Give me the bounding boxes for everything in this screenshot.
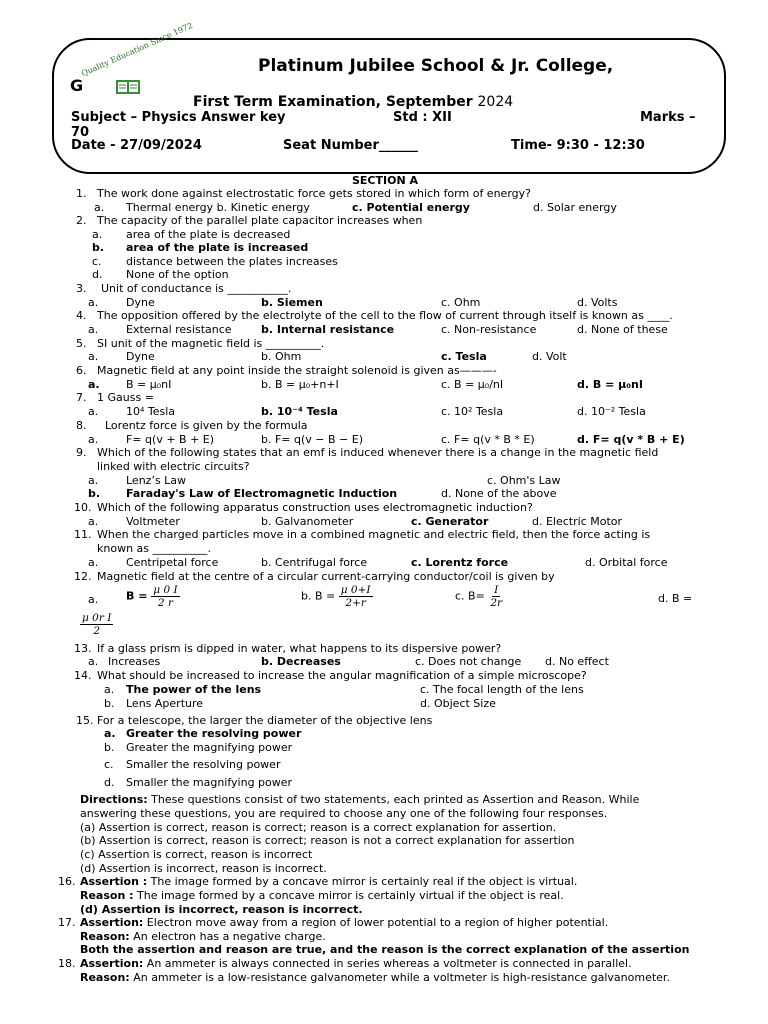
formula-fraction [488,584,504,609]
q-number: 15. [76,714,94,727]
seat-number: Seat Number______ [283,138,418,153]
assertion-line [80,875,577,888]
reason-line [80,889,564,902]
option-a-answer: The power of the lens [126,683,262,696]
option-label: c. [104,758,114,771]
option-c: distance between the plates increases [126,255,338,268]
q-number: 13. [74,642,92,655]
option-b: b. B = μ₀+n+I [261,378,339,391]
q-number: 14. [74,669,92,682]
option-label: a. [88,323,99,336]
q-number: 8. [76,419,87,432]
q-number: 2. [76,214,87,227]
response-a: (a) Assertion is correct, reason is correct; reason is a correct explanation for assertion. [80,821,557,834]
option-a: Dyne [126,296,155,309]
assertion-label: Assertion: [80,957,144,970]
numerator: μ 0+I [340,584,371,596]
option-d: d. None of these [577,323,668,336]
option-prefix: b. B = [301,589,336,603]
reason-label: Reason: [80,971,130,984]
q-number: 3. [76,282,87,295]
option-a-answer: Greater the resolving power [126,727,302,740]
option-d: d. No effect [545,655,609,668]
option-prefix: B = [126,589,148,603]
option-a: F= q(v + B + E) [126,433,215,446]
assertion-line [80,916,608,929]
option-d: d. Electric Motor [532,515,623,528]
option-d: Smaller the magnifying power [126,776,293,789]
option-prefix: c. B= [455,589,485,603]
q-text-cont: linked with electric circuits? [97,460,250,473]
option-label: a. [104,683,115,696]
q-number: 6. [76,364,87,377]
option-a-answer [126,584,180,609]
answer-line: (d) Assertion is incorrect, reason is incorrect. [80,903,363,916]
option-c: c. 10² Tesla [441,405,504,418]
option-c: c. F= q(v * B * E) [441,433,535,446]
option-a: 10⁴ Tesla [126,405,176,418]
option-label: b. [92,241,105,254]
q-text: Which of the following apparatus construction uses electromagnetic induction? [97,501,533,514]
option-label: a. [104,727,116,740]
option-label: a. [94,201,105,214]
assertion-text: An ammeter is always connected in series whereas a voltmeter is connected in parallel. [143,957,632,970]
option-c [455,584,504,609]
numerator: I [494,584,499,596]
reason-text: The image formed by a concave mirror is certainly virtual if the object is real. [133,889,564,902]
denominator: 2+r [345,597,366,609]
option-label: c. [92,255,102,268]
q-number: 11. [74,528,92,541]
q-text: Which of the following states that an emf is induced whenever there is a change in the magnetic field [97,446,659,459]
numerator: μ 0 I [153,584,178,596]
response-c: (c) Assertion is correct, reason is incorrect [80,848,313,861]
option-c: c. B = μ₀/nI [441,378,504,391]
option-c: c. Does not change [415,655,522,668]
option-b: Greater the magnifying power [126,741,293,754]
denominator: 2 [93,625,101,637]
q-number: 5. [76,337,87,350]
option-b-answer: b. Decreases [261,655,341,668]
option-b-answer: b. Internal resistance [261,323,395,336]
option-c: c. Ohm's Law [487,474,561,487]
exam-year: 2024 [477,94,514,110]
option-b-answer: area of the plate is increased [126,241,309,254]
q-number: 1. [76,187,87,200]
q-text: The work done against electrostatic force gets stored in which form of energy? [97,187,531,200]
option-label: a. [88,515,99,528]
option-b: b. Centrifugal force [261,556,368,569]
option-label: b. [104,741,115,754]
logo-letter: G [70,76,84,95]
option-d: d. Orbital force [585,556,668,569]
option-b: b. F= q(v − B − E) [261,433,364,446]
option-c-answer: c. Lorentz force [411,556,509,569]
option-b-answer: b. 10⁻⁴ Tesla [261,405,338,418]
option-c: c. The focal length of the lens [420,683,584,696]
option-b [301,584,373,609]
q-text: The capacity of the parallel plate capacitor increases when [97,214,423,227]
reason-line [80,930,326,943]
directions-label: Directions: [80,793,148,806]
q-text: What should be increased to increase the angular magnification of a simple microscope? [97,669,587,682]
option-a: area of the plate is decreased [126,228,291,241]
marks-label: Marks – [640,110,696,125]
q-number: 16. [58,875,76,888]
time-label: Time- 9:30 - 12:30 [511,138,645,153]
reason-line [80,971,670,984]
q-text: The opposition offered by the electrolyte of the cell to the flow of current through itself is known as ____. [97,309,673,322]
q-number: 9. [76,446,87,459]
answer-line: Both the assertion and reason are true, and the reason is the correct explanation of the assertion [80,943,690,956]
q-number: 10. [74,501,92,514]
option-label: d. [92,268,103,281]
q-number: 12. [74,570,92,583]
q-text: For a telescope, the larger the diameter of the objective lens [97,714,433,727]
directions-text: These questions consist of two statements, each printed as Assertion and Reason. While [147,793,640,806]
option-b-answer: b. Siemen [261,296,323,309]
marks-value: 70 [71,125,90,140]
q-text: 1 Gauss = [97,391,154,404]
assertion-label: Assertion : [80,875,148,888]
option-b: b. Galvanometer [261,515,354,528]
option-c: c. Non-resistance [441,323,537,336]
option-label: a. [92,228,103,241]
q-number: 18. [58,957,76,970]
option-label: a. [88,556,99,569]
q-text: SI unit of the magnetic field is __________. [97,337,325,350]
option-ab: Thermal energy b. Kinetic energy [126,201,310,214]
formula-fraction [151,584,179,609]
reason-label: Reason : [80,889,134,902]
option-label: a. [88,350,99,363]
option-d [80,612,113,637]
response-b: (b) Assertion is correct, reason is correct; reason is not a correct explanation for assertion [80,834,575,847]
option-c: c. Ohm [441,296,481,309]
q-text: Unit of conductance is ___________. [101,282,292,295]
option-c-answer: c. Tesla [441,350,487,363]
school-name: Platinum Jubilee School & Jr. College, [258,56,614,76]
std-label: Std : XII [393,110,452,125]
option-d: d. Object Size [420,697,496,710]
option-label: a. [88,655,99,668]
option-a: B = μ₀nI [126,378,172,391]
formula-fraction [339,584,373,609]
option-c: Smaller the resolving power [126,758,281,771]
option-label: b. [104,697,115,710]
q-text-cont: known as __________. [97,542,212,555]
date-label: Date - 27/09/2024 [71,138,202,153]
option-label: a. [88,433,99,446]
assertion-line [80,957,632,970]
directions-line-2: answering these questions, you are required to choose any one of the following four responses. [80,807,608,820]
option-label: b. [88,487,101,500]
option-a: Voltmeter [126,515,180,528]
subject-label: Subject – Physics Answer key [71,110,286,125]
option-d: d. Volts [577,296,618,309]
option-b-answer: Faraday's Law of Electromagnetic Induction [126,487,398,500]
reason-label: Reason: [80,930,130,943]
numerator: μ 0r I [82,612,112,624]
reason-text: An ammeter is a low-resistance galvanometer while a voltmeter is high-resistance galvanometer. [129,971,670,984]
option-label: a. [88,378,100,391]
option-d-prefix: d. B = [658,592,693,605]
logo-tagline: Quality Education Since 1972 [80,20,195,79]
option-a: Dyne [126,350,155,363]
option-d-answer: d. B = μ₀nI [577,378,643,391]
q-text: If a glass prism is dipped in water, what happens to its dispersive power? [97,642,502,655]
option-a: External resistance [126,323,232,336]
option-d: d. Solar energy [533,201,617,214]
option-b: b. Ohm [261,350,302,363]
denominator: 2r [490,597,503,609]
option-c-answer: c. Generator [411,515,489,528]
option-b: Lens Aperture [126,697,204,710]
section-title: SECTION A [352,174,419,187]
option-a: Lenz’s Law [126,474,187,487]
formula-fraction [80,612,113,637]
option-a: Centripetal force [126,556,219,569]
q-text: Magnetic field at any point inside the straight solenoid is given as———- [97,364,497,377]
option-d: d. Volt [532,350,567,363]
q-text: When the charged particles move in a combined magnetic and electric field, then the force acting is [97,528,651,541]
q-number: 4. [76,309,87,322]
q-number: 17. [58,916,76,929]
option-c-answer: c. Potential energy [352,201,470,214]
q-text: Lorentz force is given by the formula [105,419,308,432]
exam-title [193,94,513,110]
option-label: d. [104,776,115,789]
response-d: (d) Assertion is incorrect, reason is incorrect. [80,862,327,875]
q-number: 7. [76,391,87,404]
exam-title-text: First Term Examination, September [193,94,473,110]
denominator: 2 r [157,597,173,609]
option-d: d. None of the above [441,487,557,500]
assertion-text: The image formed by a concave mirror is certainly real if the object is virtual. [147,875,578,888]
assertion-text: Electron move away from a region of lower potential to a region of higher potential. [143,916,609,929]
option-label: a. [88,474,99,487]
option-d-answer: d. F= q(v * B + E) [577,433,685,446]
directions-line-1 [80,793,639,806]
assertion-label: Assertion: [80,916,144,929]
option-d: d. 10⁻² Tesla [577,405,646,418]
option-label: a. [88,296,99,309]
q-text: Magnetic field at the centre of a circular current-carrying conductor/coil is given by [97,570,555,583]
option-label: a. [88,405,99,418]
option-label: a. [88,593,99,606]
option-d: None of the option [126,268,229,281]
reason-text: An electron has a negative charge. [129,930,326,943]
option-a: Increases [108,655,161,668]
